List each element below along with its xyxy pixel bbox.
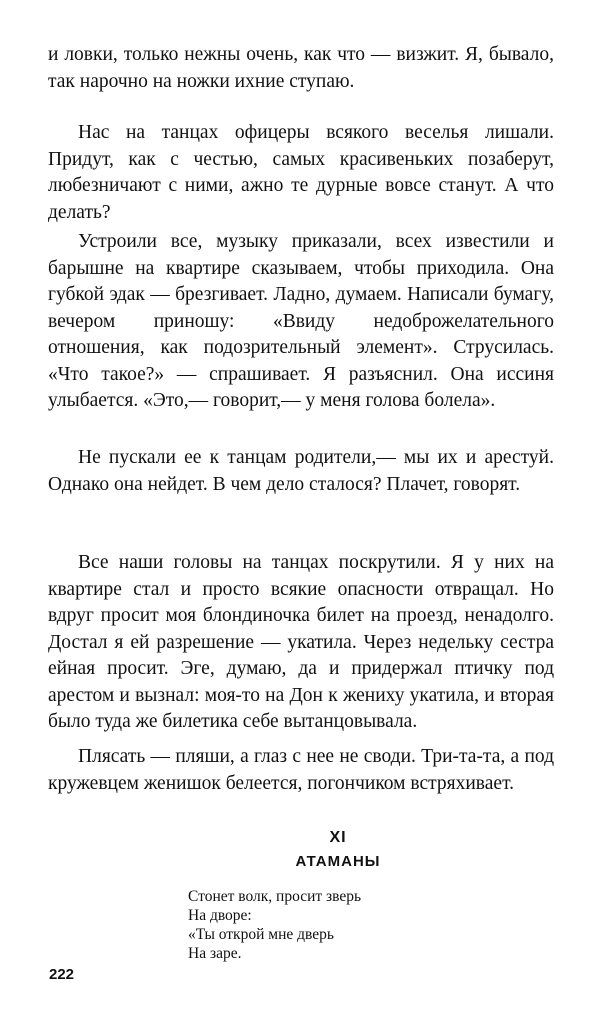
- paragraph-6: [48, 744, 554, 797]
- paragraph-1: [48, 42, 554, 95]
- paragraph-5: [48, 550, 554, 736]
- paragraph-5-text: Все наши головы на танцах поскрутили. Я у них на квартире стал и просто всякие опасности отвращал. Но вдруг просит моя блондиночка билет на проезд, ненадолго. Достал я ей разрешение — укатила. Через недельку сестра ейная просит. Эге, думаю, да и придержал птичку под арестом и вызнал: моя-то на Дон к жениху укатила, и вторая было туда же билетика себе вытанцовывала.: [48, 552, 554, 732]
- epigraph-verse: [188, 887, 488, 963]
- verse-line-2: На дворе:: [188, 907, 252, 924]
- paragraph-3: [48, 229, 554, 415]
- chapter-title: АТАМАНЫ: [295, 853, 381, 870]
- verse-line-1: Стонет волк, просит зверь: [188, 888, 362, 905]
- page-number: 222: [49, 966, 75, 983]
- paragraph-2-text: Нас на танцах офицеры всякого веселья лишали. Придут, как с честью, самых красивеньких позаберут, любезничают с ними, ажно те дурные вовсе станут. А что делать?: [48, 122, 554, 223]
- verse-line-3: «Ты открой мне дверь: [188, 926, 334, 943]
- paragraph-6-text: Плясать — пляши, а глаз с нее не своди. Три-та-та, а под кружевцем женишок белеется, погончиком встряхивает.: [48, 746, 554, 794]
- paragraph-3-text: Устроили все, музыку приказали, всех известили и барышне на квартире сказываем, чтобы приходила. Она губкой эдак — брезгивает. Ладно, думаем. Написали бумагу, вечером приношу: «Ввиду недоброжелательного отношения, как подозрительный элемент». Струсилась. «Что такое?» — спрашивает. Я разъяснил. Она иссиня улыбается. «Это,— говорит,— у меня голова болела».: [48, 231, 554, 411]
- paragraph-1-text: и ловки, только нежны очень, как что — визжит. Я, бывало, так нарочно на ножки ихние ступаю.: [48, 44, 554, 92]
- paragraph-4: [48, 445, 554, 498]
- chapter-number: XI: [329, 829, 347, 846]
- verse-line-4: На заре.: [188, 945, 242, 962]
- paragraph-4-text: Не пускали ее к танцам родители,— мы их и арестуй. Однако она нейдет. В чем дело сталося? Плачет, говорят.: [48, 447, 554, 495]
- paragraph-2: [48, 120, 554, 226]
